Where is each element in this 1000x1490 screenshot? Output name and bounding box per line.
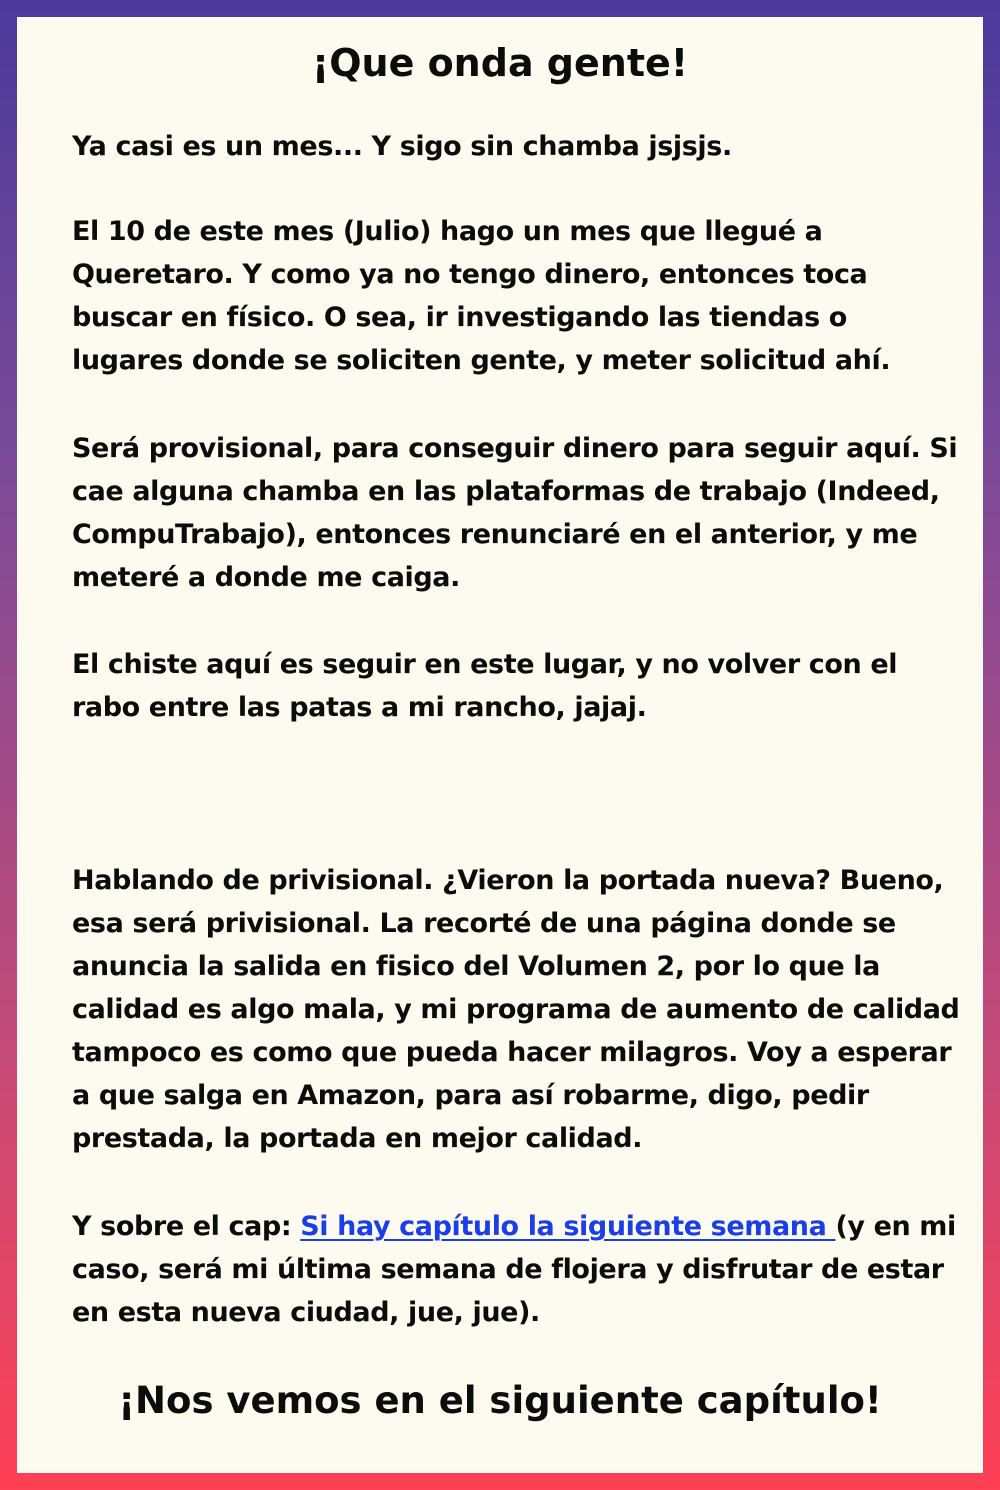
message-card: [17, 17, 983, 1473]
paragraph-chapter-note: [72, 1205, 962, 1334]
paragraph-new-cover: Hablando de privisional. ¿Vieron la portada nueva? Bueno, esa será privisional. La recorté de una página donde se anuncia la salida en fisico del Volumen 2, por lo que la calidad es algo mala, y mi programa de aumento de calidad tampoco es como que pueda hacer milagros. Voy a esperar a que salga en Amazon, para así robarme, digo, pedir prestada, la portada en mejor calidad.: [72, 865, 960, 1154]
paragraph-queretaro: El 10 de este mes (Julio) hago un mes que llegué a Queretaro. Y como ya no tengo dinero, entonces toca buscar en físico. O sea, ir investigando las tiendas o lugares donde se soliciten gente, y meter solicitud ahí.: [72, 216, 891, 376]
closing-title: ¡Nos vemos en el siguiente capítulo!: [118, 1379, 882, 1422]
chapter-note-suffix: (y en mi caso, será mi última semana de flojera y disfrutar de estar en esta nueva ciudad, jue, jue).: [72, 1211, 956, 1328]
next-week-chapter-link[interactable]: Si hay capítulo la siguiente semana: [300, 1211, 836, 1242]
greeting-title: ¡Que onda gente!: [311, 41, 689, 85]
paragraph-provisional-job: Será provisional, para conseguir dinero para seguir aquí. Si cae alguna chamba en las plataformas de trabajo (Indeed, CompuTrabajo), entonces renunciaré en el anterior, y me meteré a donde me caiga.: [72, 433, 958, 593]
paragraph-stay-here: El chiste aquí es seguir en este lugar, y no volver con el rabo entre las patas a mi rancho, jajaj.: [72, 649, 898, 723]
chapter-note-prefix: Y sobre el cap:: [72, 1211, 301, 1242]
paragraph-job-status: Ya casi es un mes... Y sigo sin chamba jsjsjs.: [72, 131, 732, 162]
